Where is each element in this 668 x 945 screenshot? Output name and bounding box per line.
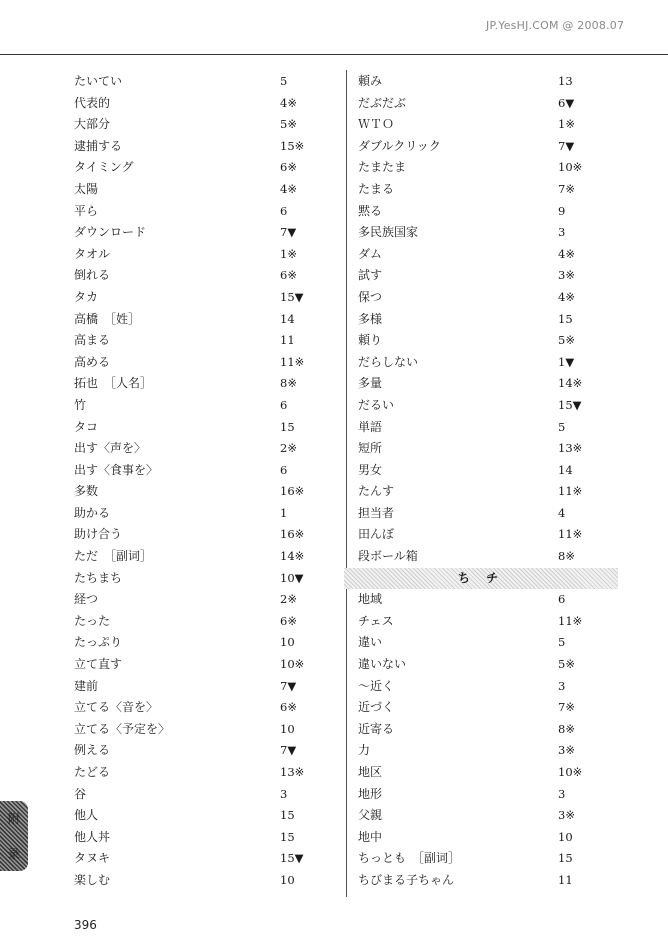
index-entry xyxy=(74,740,334,762)
index-entry xyxy=(358,179,618,201)
entry-term: 高橋 ［姓］ xyxy=(74,311,141,326)
entry-page-ref: 3※ xyxy=(558,743,575,758)
index-entry xyxy=(358,71,618,93)
index-entry xyxy=(74,309,334,331)
entry-term: 建前 xyxy=(74,678,99,693)
entry-term: 多量 xyxy=(358,376,383,391)
index-entry xyxy=(74,870,334,892)
entry-term: ただ ［副词］ xyxy=(74,549,153,564)
index-column-right xyxy=(358,71,618,892)
entry-term: 近寄る xyxy=(358,721,395,736)
entry-page-ref: 11※ xyxy=(558,527,583,542)
entry-term: たんす xyxy=(358,484,395,499)
section-header-chi: ち チ xyxy=(344,568,618,590)
index-entry xyxy=(74,524,334,546)
entry-page-ref: 6 xyxy=(280,203,288,218)
index-entry xyxy=(358,524,618,546)
entry-term: 短所 xyxy=(358,441,383,456)
entry-term: 逮捕する xyxy=(74,138,123,153)
index-entry xyxy=(74,546,334,568)
index-entry xyxy=(74,352,334,374)
index-entry xyxy=(358,395,618,417)
entry-page-ref: 10▼ xyxy=(280,570,304,585)
index-entry xyxy=(74,136,334,158)
entry-page-ref: 16※ xyxy=(280,484,305,499)
entry-page-ref: 8※ xyxy=(558,721,575,736)
index-entry xyxy=(74,568,334,590)
index-entry xyxy=(358,697,618,719)
entry-page-ref: 2※ xyxy=(280,592,297,607)
entry-page-ref: 9 xyxy=(558,203,566,218)
index-entry xyxy=(74,654,334,676)
index-entry xyxy=(358,589,618,611)
entry-page-ref: 6 xyxy=(280,397,288,412)
index-entry xyxy=(74,395,334,417)
entry-page-ref: 14 xyxy=(558,462,573,477)
index-entry xyxy=(74,93,334,115)
entry-term: 楽しむ xyxy=(74,872,111,887)
index-entry xyxy=(74,244,334,266)
top-rule xyxy=(0,54,668,55)
index-entry xyxy=(358,481,618,503)
index-entry xyxy=(358,157,618,179)
entry-page-ref: 11 xyxy=(280,333,295,348)
entry-page-ref: 15▼ xyxy=(280,289,304,304)
entry-page-ref: 5※ xyxy=(558,657,575,672)
index-entry xyxy=(74,676,334,698)
entry-page-ref: 15 xyxy=(558,311,573,326)
entry-page-ref: 14※ xyxy=(280,549,305,564)
entry-term: 力 xyxy=(358,743,371,758)
entry-term: 立てる〈予定を〉 xyxy=(74,721,171,736)
index-entry xyxy=(74,265,334,287)
index-entry xyxy=(74,719,334,741)
entry-term: 大部分 xyxy=(74,117,111,132)
index-entry xyxy=(358,784,618,806)
index-entry xyxy=(74,201,334,223)
entry-term: 高まる xyxy=(74,333,111,348)
entry-term: ～近く xyxy=(358,678,395,693)
entry-term: 田んぼ xyxy=(358,527,395,542)
entry-page-ref: 10 xyxy=(558,829,573,844)
entry-page-ref: 15 xyxy=(558,851,573,866)
entry-term: 他人丼 xyxy=(74,829,111,844)
entry-term: たった xyxy=(74,613,111,628)
entry-term: 高める xyxy=(74,354,111,369)
index-entry xyxy=(358,546,618,568)
entry-page-ref: 7▼ xyxy=(280,225,297,240)
entry-term: 平ら xyxy=(74,203,99,218)
entry-page-ref: 11 xyxy=(558,872,573,887)
entry-term: 頼み xyxy=(358,74,383,88)
index-column-left xyxy=(74,71,334,892)
index-entry xyxy=(74,114,334,136)
index-entry xyxy=(74,611,334,633)
entry-term: たっぷり xyxy=(74,635,123,650)
entry-term: ちっとも ［副词］ xyxy=(358,851,461,866)
index-entry xyxy=(74,71,334,93)
index-entry xyxy=(74,762,334,784)
index-entry xyxy=(358,201,618,223)
entry-term: 拓也 ［人名］ xyxy=(74,376,153,391)
index-entry xyxy=(358,114,618,136)
index-entry xyxy=(358,676,618,698)
entry-term: 倒れる xyxy=(74,268,111,283)
entry-page-ref: 1※ xyxy=(558,117,575,132)
entry-term: 違い xyxy=(358,635,383,650)
entry-term: 試す xyxy=(358,268,383,283)
entry-term: 出す〈声を〉 xyxy=(74,441,147,456)
index-entry xyxy=(358,136,618,158)
entry-term: 地形 xyxy=(358,786,383,801)
entry-term: 立て直す xyxy=(74,657,123,672)
entry-term: 竹 xyxy=(74,397,87,412)
entry-term: 助かる xyxy=(74,505,111,520)
entry-term: タイミング xyxy=(74,160,134,175)
entry-term: 多数 xyxy=(74,484,99,499)
entry-page-ref: 4※ xyxy=(558,246,575,261)
entry-term: 地中 xyxy=(358,829,383,844)
entry-term: だるい xyxy=(358,397,395,412)
entry-page-ref: 1 xyxy=(280,505,288,520)
entry-term: ＷＴＯ xyxy=(358,117,395,132)
entry-page-ref: 4※ xyxy=(280,95,297,110)
entry-page-ref: 13※ xyxy=(280,765,305,779)
entry-page-ref: 3※ xyxy=(558,808,575,823)
entry-page-ref: 1※ xyxy=(280,246,297,261)
entry-page-ref: 16※ xyxy=(280,527,305,542)
entry-term: たどる xyxy=(74,765,111,779)
index-entry xyxy=(74,330,334,352)
entry-page-ref: 6※ xyxy=(280,160,297,175)
entry-page-ref: 6 xyxy=(558,592,566,607)
entry-term: タヌキ xyxy=(74,851,111,866)
entry-term: 助け合う xyxy=(74,527,123,542)
index-entry xyxy=(358,244,618,266)
entry-page-ref: 2※ xyxy=(280,441,297,456)
entry-page-ref: 3 xyxy=(558,678,566,693)
column-divider xyxy=(346,70,347,897)
entry-page-ref: 4※ xyxy=(280,181,297,196)
entry-page-ref: 15▼ xyxy=(280,851,304,866)
entry-term: 多様 xyxy=(358,311,383,326)
index-entry xyxy=(358,287,618,309)
index-entry xyxy=(74,589,334,611)
entry-term: タオル xyxy=(74,246,111,261)
entry-term: たちまち xyxy=(74,570,123,585)
entry-term: 地区 xyxy=(358,765,383,779)
index-entry xyxy=(358,352,618,374)
entry-term: タコ xyxy=(74,419,99,434)
entry-term: 他人 xyxy=(74,808,99,823)
index-entry xyxy=(358,503,618,525)
index-entry xyxy=(74,157,334,179)
index-entry xyxy=(358,654,618,676)
index-entry xyxy=(74,373,334,395)
entry-page-ref: 13※ xyxy=(558,441,583,456)
index-entry xyxy=(358,309,618,331)
index-entry xyxy=(358,827,618,849)
entry-term: 頼り xyxy=(358,333,383,348)
entry-page-ref: 11※ xyxy=(280,354,305,369)
entry-term: 出す〈食事を〉 xyxy=(74,462,159,477)
entry-page-ref: 7▼ xyxy=(280,743,297,758)
entry-term: 経つ xyxy=(74,592,99,607)
index-entry xyxy=(74,805,334,827)
entry-page-ref: 15▼ xyxy=(558,397,582,412)
index-entry xyxy=(358,805,618,827)
entry-page-ref: 15 xyxy=(280,808,295,823)
index-entry xyxy=(74,827,334,849)
entry-page-ref: 6 xyxy=(280,462,288,477)
side-tab-char: 录 xyxy=(7,847,20,861)
index-entry xyxy=(358,460,618,482)
entry-term: たまる xyxy=(358,181,395,196)
entry-page-ref: 15 xyxy=(280,829,295,844)
entry-term: 違いない xyxy=(358,657,407,672)
entry-term: ダウンロード xyxy=(74,225,147,240)
entry-page-ref: 14 xyxy=(280,311,295,326)
index-entry xyxy=(358,611,618,633)
entry-page-ref: 7▼ xyxy=(280,678,297,693)
index-entry xyxy=(358,870,618,892)
entry-term: 黙る xyxy=(358,203,383,218)
index-entry xyxy=(74,287,334,309)
index-entry xyxy=(358,93,618,115)
entry-term: 地域 xyxy=(358,592,383,607)
entry-page-ref: 15※ xyxy=(280,138,305,153)
entry-page-ref: 10※ xyxy=(558,160,583,175)
entry-term: 保つ xyxy=(358,289,383,304)
watermark: JP.YesHJ.COM @ 2008.07 xyxy=(486,19,625,32)
entry-term: 谷 xyxy=(74,786,87,801)
index-entry xyxy=(358,265,618,287)
entry-page-ref: 11※ xyxy=(558,484,583,499)
entry-term: 担当者 xyxy=(358,505,395,520)
entry-page-ref: 8※ xyxy=(558,549,575,564)
index-entry xyxy=(74,417,334,439)
entry-page-ref: 1▼ xyxy=(558,354,575,369)
entry-page-ref: 3 xyxy=(280,786,288,801)
appendix-side-tab xyxy=(0,801,28,871)
entry-term: だぶだぶ xyxy=(358,95,407,110)
entry-page-ref: 4 xyxy=(558,505,566,520)
entry-term: ちびまる子ちゃん xyxy=(358,872,455,887)
entry-page-ref: 5※ xyxy=(558,333,575,348)
entry-term: 代表的 xyxy=(74,95,111,110)
index-entry xyxy=(74,503,334,525)
entry-term: 多民族国家 xyxy=(358,225,419,240)
index-entry xyxy=(358,632,618,654)
entry-page-ref: 10 xyxy=(280,635,295,650)
page-number: 396 xyxy=(74,918,97,932)
entry-page-ref: 7▼ xyxy=(558,138,575,153)
entry-term: ダブルクリック xyxy=(358,138,441,153)
index-entry xyxy=(358,740,618,762)
entry-page-ref: 6※ xyxy=(280,613,297,628)
entry-term: タカ xyxy=(74,289,99,304)
index-entry xyxy=(74,697,334,719)
entry-page-ref: 4※ xyxy=(558,289,575,304)
index-entry xyxy=(358,762,618,784)
entry-term: チェス xyxy=(358,613,394,628)
entry-page-ref: 3 xyxy=(558,786,566,801)
entry-page-ref: 10 xyxy=(280,872,295,887)
entry-page-ref: 6※ xyxy=(280,268,297,283)
index-entry xyxy=(74,179,334,201)
entry-term: 太陽 xyxy=(74,181,99,196)
entry-term: だらしない xyxy=(358,354,419,369)
entry-term: 近づく xyxy=(358,700,395,715)
entries-chi-section xyxy=(358,589,618,891)
index-entry xyxy=(358,719,618,741)
entry-page-ref: 5※ xyxy=(280,117,297,132)
entry-page-ref: 5 xyxy=(558,635,566,650)
entry-page-ref: 10 xyxy=(280,721,295,736)
entry-term: 例える xyxy=(74,743,111,758)
index-entry xyxy=(358,438,618,460)
entry-term: 父親 xyxy=(358,808,383,823)
index-entry xyxy=(358,417,618,439)
index-entry xyxy=(358,848,618,870)
entry-page-ref: 13 xyxy=(558,74,573,88)
entry-term: たまたま xyxy=(358,160,407,175)
entry-term: 男女 xyxy=(358,462,383,477)
entry-page-ref: 11※ xyxy=(558,613,583,628)
side-tab-char: 附 xyxy=(7,812,20,826)
entry-page-ref: 5 xyxy=(280,74,288,88)
entry-page-ref: 7※ xyxy=(558,181,575,196)
index-entry xyxy=(74,460,334,482)
index-entry xyxy=(74,848,334,870)
entry-page-ref: 15 xyxy=(280,419,295,434)
entry-page-ref: 6▼ xyxy=(558,95,575,110)
index-entry xyxy=(358,373,618,395)
index-entry xyxy=(358,222,618,244)
index-entry xyxy=(74,222,334,244)
entry-page-ref: 8※ xyxy=(280,376,297,391)
entry-page-ref: 3※ xyxy=(558,268,575,283)
entry-page-ref: 10※ xyxy=(558,765,583,779)
entry-term: 段ボール箱 xyxy=(358,549,418,564)
index-entry xyxy=(74,632,334,654)
entry-page-ref: 3 xyxy=(558,225,566,240)
index-entry xyxy=(74,784,334,806)
index-entry xyxy=(74,481,334,503)
entry-term: たいてい xyxy=(74,74,123,88)
entry-page-ref: 5 xyxy=(558,419,566,434)
entry-term: 立てる〈音を〉 xyxy=(74,700,159,715)
index-entry xyxy=(358,330,618,352)
entry-page-ref: 10※ xyxy=(280,657,305,672)
entry-term: ダム xyxy=(358,246,383,261)
entry-term: 単語 xyxy=(358,419,383,434)
entry-page-ref: 14※ xyxy=(558,376,583,391)
index-entry xyxy=(74,438,334,460)
entry-page-ref: 6※ xyxy=(280,700,297,715)
entries-ta-section xyxy=(358,71,618,568)
entry-page-ref: 7※ xyxy=(558,700,575,715)
